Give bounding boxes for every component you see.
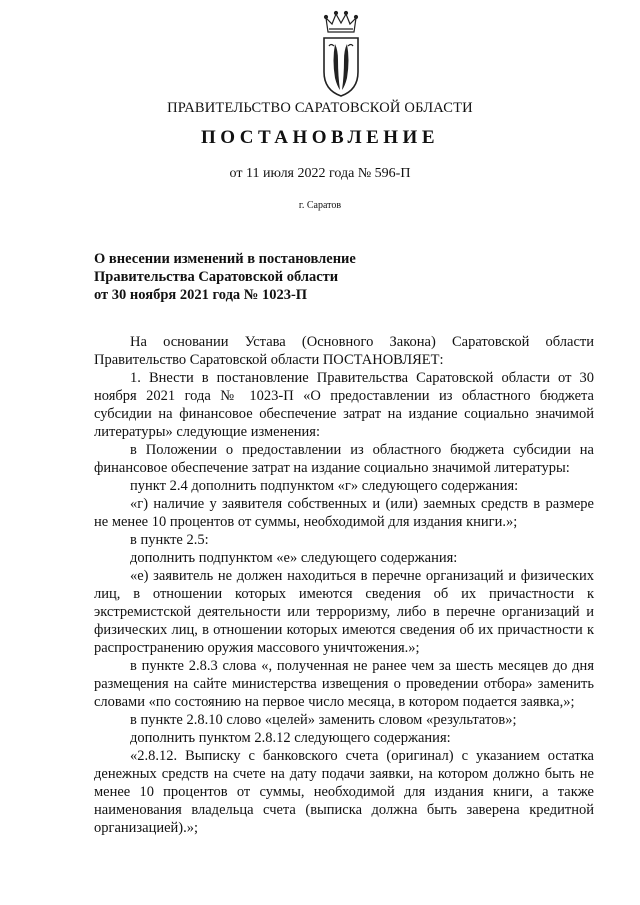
body-paragraph: дополнить пунктом 2.8.12 следующего содержания: xyxy=(130,730,451,746)
document-body xyxy=(94,333,594,837)
document-type: ПОСТАНОВЛЕНИЕ xyxy=(200,127,440,148)
body-paragraph: «г) наличие у заявителя собственных и (или) заемных средств в размере не менее 10 процентов от суммы, необходимой для издания книги.»; xyxy=(94,496,594,530)
body-paragraph: 1. Внести в постановление Правительства Саратовской области от 30 ноября 2021 года № 1023-П «О предоставлении из областного бюджета субсидии на финансовое обеспечение затрат на издание социально значимой литературы» следующие изменения: xyxy=(94,370,594,440)
saratov-region-coat-of-arms-icon xyxy=(320,10,362,98)
subject-line: Правительства Саратовской области xyxy=(94,269,339,285)
body-paragraph: «е) заявитель не должен находиться в перечне организаций и физических лиц, в отношении которых имеются сведения об их причастности к экстремистской деятельности или терроризму, либо в перечне организаций и физических лиц, в отношении которых имеются сведения об их причастности к распространению оружия массового уничтожения.»; xyxy=(94,568,594,656)
document-city: г. Саратов xyxy=(298,200,342,211)
body-paragraph: пункт 2.4 дополнить подпунктом «г» следующего содержания: xyxy=(130,478,519,494)
body-paragraph: в пункте 2.8.3 слова «, полученная не ранее чем за шесть месяцев до дня размещения на сайте министерства извещения о проведении отбора» заменить словами «по состоянию на первое число месяца, в котором подается заявка,»; xyxy=(94,658,594,710)
body-paragraph: в пункте 2.8.10 слово «целей» заменить словом «результатов»; xyxy=(130,712,517,728)
body-paragraph: «2.8.12. Выписку с банковского счета (оригинал) с указанием остатка денежных средств на счете на дату подачи заявки, на котором должно быть не менее 10 процентов от суммы, необходимой для издания книги, а также наименования владельца счета (выписка должна быть заверена кредитной организацией).»; xyxy=(94,748,594,836)
subject-line: от 30 ноября 2021 года № 1023-П xyxy=(94,287,308,303)
body-paragraph: На основании Устава (Основного Закона) Саратовской области Правительство Саратовской области ПОСТАНОВЛЯЕТ: xyxy=(94,334,594,368)
body-paragraph: в пункте 2.5: xyxy=(130,532,209,548)
document-subject xyxy=(94,250,356,304)
subject-line: О внесении изменений в постановление xyxy=(94,251,356,267)
organization-name: ПРАВИТЕЛЬСТВО САРАТОВСКОЙ ОБЛАСТИ xyxy=(167,100,473,116)
document-date-number: от 11 июля 2022 года № 596-П xyxy=(229,166,411,181)
body-paragraph: в Положении о предоставлении из областного бюджета субсидии на финансовое обеспечение затрат на издание социально значимой литературы: xyxy=(94,442,594,476)
body-paragraph: дополнить подпунктом «е» следующего содержания: xyxy=(130,550,458,566)
